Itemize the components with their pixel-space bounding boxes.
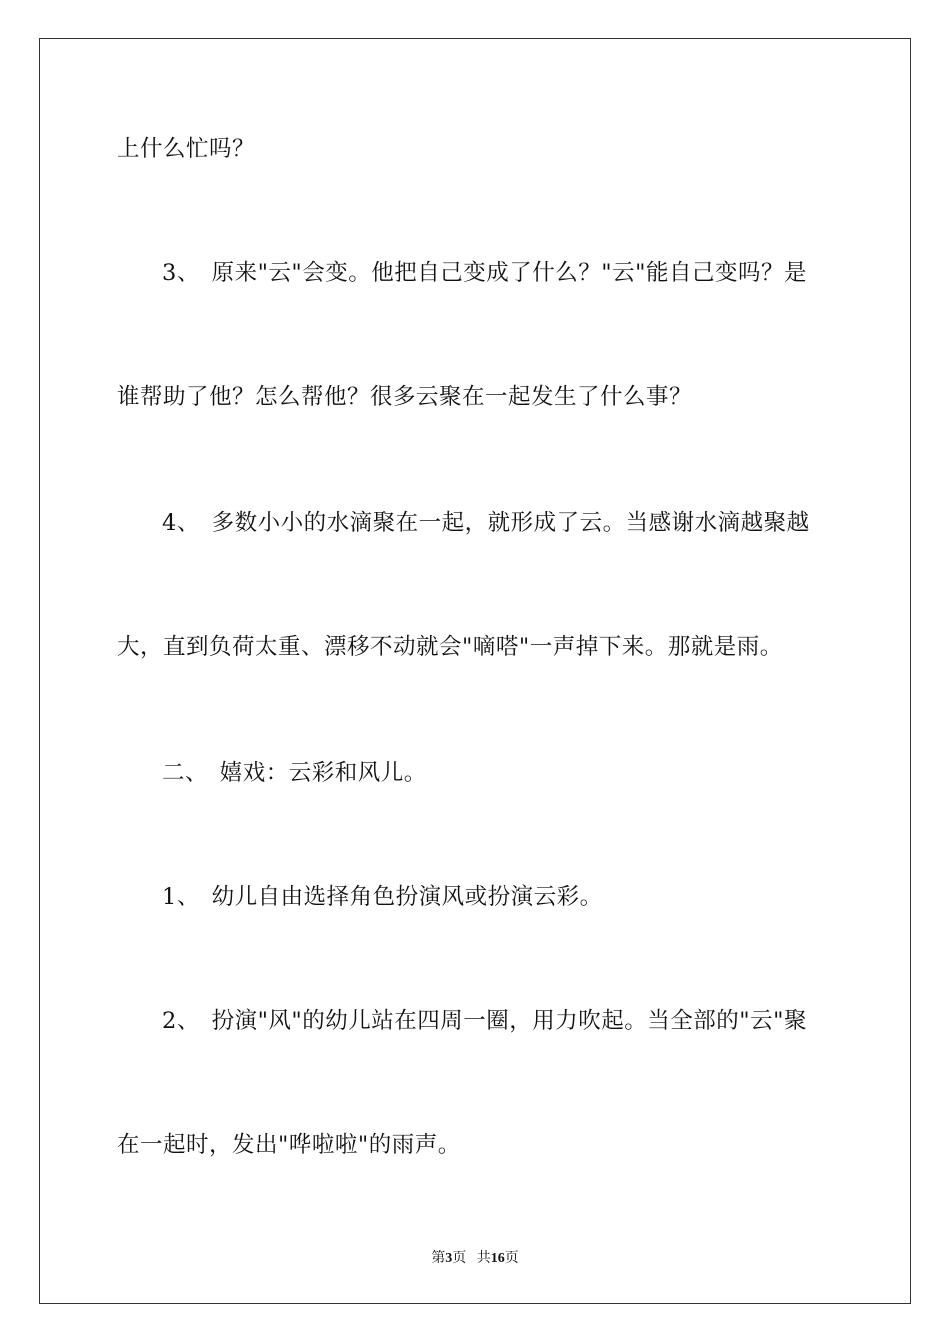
text-line-8: 2、 扮演"风"的幼儿站在四周一圈，用力吹起。当全部的"云"聚 [162,1008,807,1034]
text-line-1: 上什么忙吗？ [117,136,256,162]
total-prefix: 共 [476,1251,491,1266]
text-line-3: 谁帮助了他？怎么帮他？很多云聚在一起发生了什么事？ [117,384,693,410]
page-footer [0,1250,950,1268]
section-heading: 二、 嬉戏：云彩和风儿。 [162,760,427,786]
text-line-2: 3、 原来"云"会变。他把自己变成了什么？"云"能自己变吗？是 [162,260,807,286]
page-border [39,38,911,1304]
page-suffix: 页 [452,1251,467,1266]
text-line-4: 4、 多数小小的水滴聚在一起，就形成了云。当感谢水滴越聚越 [162,510,810,536]
text-line-7: 1、 幼儿自由选择角色扮演风或扮演云彩。 [162,884,603,910]
page-total: 16 [490,1251,505,1266]
total-suffix: 页 [504,1251,519,1266]
text-line-5: 大，直到负荷太重、漂移不动就会"嘀嗒"一声掉下来。那就是雨。 [117,634,783,660]
page-prefix: 第 [431,1251,446,1266]
text-line-9: 在一起时，发出"哗啦啦"的雨声。 [117,1132,461,1158]
page-current: 3 [445,1251,453,1266]
